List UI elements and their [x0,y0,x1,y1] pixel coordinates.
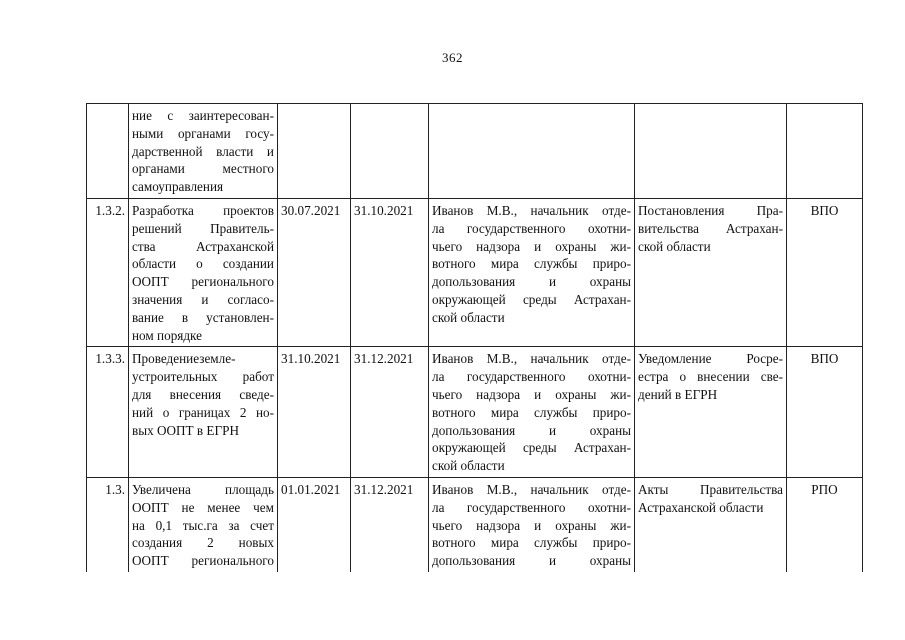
text-line: для внесения сведе- [132,386,274,402]
text-line: области о создании [132,256,274,272]
table-row [87,104,863,199]
start-date-cell: 31.10.2021 [278,347,351,478]
row-number-cell: 1.3.2. [87,198,129,346]
row-number-cell [87,104,129,199]
start-date-cell: 30.07.2021 [278,198,351,346]
activity-name-cell [129,347,278,478]
responsible-cell [429,198,635,346]
text-line: ООПТ регионального [132,274,274,290]
text-line: устроительных работ [132,369,274,385]
table-row [87,347,863,478]
text-line: ства Астраханской [132,238,274,254]
text-line: Астраханской области [638,499,764,515]
code-cell: ВПО [787,347,863,478]
text-line: чьего надзора и охраны жи- [432,517,631,533]
text-line: Разработка проектов [132,202,274,218]
activity-name-cell [129,104,278,199]
text-line: решений Правитель- [132,220,274,236]
text-line: дарственной власти и [132,143,274,159]
text-line: вительства Астрахан- [638,220,783,236]
text-line: окружающей среды Астрахан- [432,291,631,307]
text-line: Иванов М.В., начальник отде- [432,481,631,497]
text-line: ными органами госу- [132,125,274,141]
start-date-cell [278,104,351,199]
text-line: естра о внесении све- [638,369,783,385]
text-line: чьего надзора и охраны жи- [432,386,631,402]
end-date-cell: 31.10.2021 [351,198,429,346]
text-line: Постановления Пра- [638,202,783,218]
activity-name-cell [129,477,278,571]
table-row [87,198,863,346]
text-line: самоуправления [132,179,224,195]
text-line: Проведениеземле- [132,351,236,367]
page-number: 362 [442,50,463,65]
result-cell [635,477,787,571]
text-line: Акты Правительства [638,481,783,497]
text-line: ла государственного охотни- [432,220,631,236]
responsible-cell [429,347,635,478]
text-line: ской области [638,238,711,254]
end-date-cell [351,104,429,199]
table-row [87,477,863,571]
row-number-cell: 1.3. [87,477,129,571]
text-line: допользования и охраны [432,553,631,569]
activity-table [86,103,863,572]
end-date-cell: 31.12.2021 [351,347,429,478]
text-line: ООПТ регионального [132,553,274,569]
text-line: ла государственного охотни- [432,499,631,515]
text-line: ской области [432,309,505,325]
responsible-cell [429,477,635,571]
text-line: вотного мира службы приро- [432,404,631,420]
text-line: допользования и охраны [432,274,631,290]
text-line: вых ООПТ в ЕГРН [132,422,239,438]
text-line: вотного мира службы приро- [432,535,631,551]
text-line: дений в ЕГРН [638,386,718,402]
result-cell [635,347,787,478]
text-line: чьего надзора и охраны жи- [432,238,631,254]
text-line: органами местного [132,161,274,177]
code-cell [787,104,863,199]
text-line: ла государственного охотни- [432,369,631,385]
end-date-cell: 31.12.2021 [351,477,429,571]
text-line: окружающей среды Астрахан- [432,440,631,456]
text-line: ном порядке [132,327,202,343]
row-number-cell: 1.3.3. [87,347,129,478]
code-cell: РПО [787,477,863,571]
activity-name-cell [129,198,278,346]
responsible-cell [429,104,635,199]
start-date-cell: 01.01.2021 [278,477,351,571]
code-cell: ВПО [787,198,863,346]
text-line: Иванов М.В., начальник отде- [432,202,631,218]
text-line: на 0,1 тыс.га за счет [132,517,274,533]
text-line: Увеличена площадь [132,481,274,497]
text-line: вотного мира службы приро- [432,256,631,272]
result-cell [635,198,787,346]
text-line: Иванов М.В., начальник отде- [432,351,631,367]
result-cell [635,104,787,199]
text-line: вание в установлен- [132,309,274,325]
text-line: создания 2 новых [132,535,274,551]
text-line: допользования и охраны [432,422,631,438]
text-line: значения и согласо- [132,291,274,307]
text-line: ние с заинтересован- [132,108,274,123]
text-line: ООПТ не менее чем [132,499,274,515]
text-line: Уведомление Росре- [638,351,783,367]
text-line: ний о границах 2 но- [132,404,274,420]
text-line: ской области [432,458,505,474]
